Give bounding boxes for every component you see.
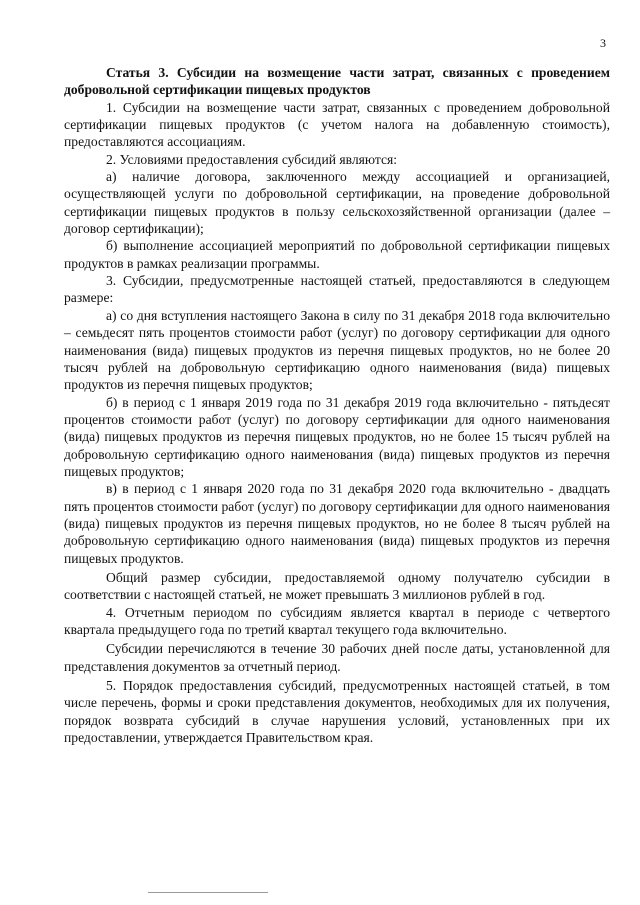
paragraph: 1. Субсидии на возмещение части затрат, связанных с проведением добровольной сертификации пищевых продуктов (с учетом налога на добавленную стоимость), предоставляются ассоциациям. [64,99,610,150]
paragraph: б) в период с 1 января 2019 года по 31 декабря 2019 года включительно - пятьдесят процентов стоимости работ (услуг) по договору сертификации для одного наименования (вида) пищевых продуктов из перечня пищевых продуктов, но не более 15 тысяч рублей на добровольную сертификацию одного наименования (вида) пищевых продуктов из перечня пищевых продуктов; [64,394,610,479]
paragraph: 3. Субсидии, предусмотренные настоящей статьей, предоставляются в следующем размере: [64,273,610,306]
paragraph: в) в период с 1 января 2020 года по 31 декабря 2020 года включительно - двадцать пять процентов стоимости работ (услуг) по договору сертификации для одного наименования (вида) пищевых продуктов из перечня пищевых продуктов, но не более 8 тысяч рублей на добровольную сертификацию одного наименования (вида) пищевых продуктов из перечня пищевых продуктов. [64,481,610,566]
article-body [64,64,610,746]
paragraph: б) выполнение ассоциацией мероприятий по добровольной сертификации пищевых продуктов в рамках реализации программы. [64,238,610,271]
paragraph: а) наличие договора, заключенного между ассоциацией и организацией, осуществляющей услуги по добровольной сертификации, на проведение добровольной сертификации пищевых продуктов в пользу сельскохозяйственной организации (далее – договор сертификации); [64,169,610,237]
footer-divider [148,892,268,893]
paragraph: Субсидии перечисляются в течение 30 рабочих дней после даты, установленной для представления документов за отчетный период. [64,641,610,674]
article-heading: Статья 3. Субсидии на возмещение части затрат, связанных с проведением добровольной сертификации пищевых продуктов [64,65,610,98]
paragraph: Общий размер субсидии, предоставляемой одному получателю субсидии в соответствии с настоящей статьей, не может превышать 3 миллионов рублей в год. [64,569,610,603]
paragraph: 2. Условиями предоставления субсидий являются: [106,151,398,167]
paragraph: 4. Отчетным периодом по субсидиям является квартал в периоде с четвертого квартала предыдущего года по третий квартал текущего года включительно. [64,604,610,637]
paragraph: а) со дня вступления настоящего Закона в силу по 31 декабря 2018 года включительно – семьдесят пять процентов стоимости работ (услуг) по договору сертификации для одного наименования (вида) пищевых продуктов из перечня пищевых продуктов, но не более 20 тысяч рублей на добровольную сертификацию одного наименования (вида) пищевых продуктов из перечня пищевых продуктов; [64,307,610,393]
paragraph: 5. Порядок предоставления субсидий, предусмотренных настоящей статьей, в том числе перечень, формы и сроки представления документов, необходимых для их получения, порядок возврата субсидий в случае нарушения условий, установленных при их предоставлении, утверждается Правительством края. [64,678,610,746]
page-number: 3 [600,36,606,50]
